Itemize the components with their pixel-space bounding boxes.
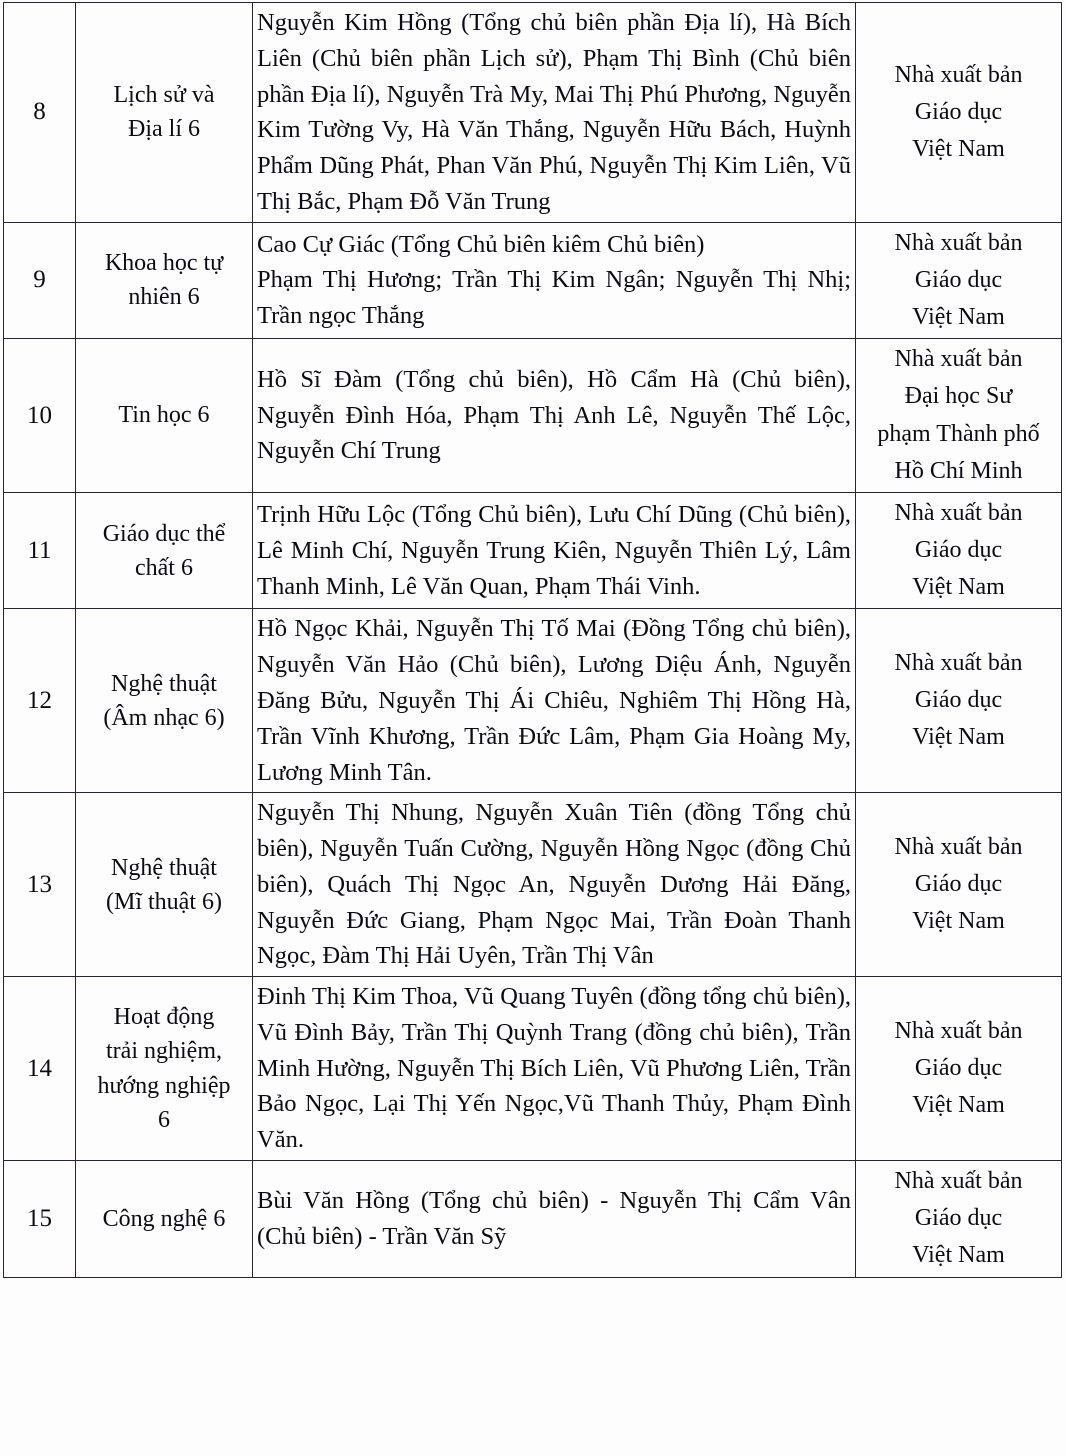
publisher-name bbox=[856, 492, 1062, 609]
publisher-line: Hồ Chí Minh bbox=[894, 457, 1023, 484]
publisher-line: Nhà xuất bản bbox=[894, 833, 1023, 860]
author-list: Nguyễn Kim Hồng (Tổng chủ biên phần Địa lí), Hà Bích Liên (Chủ biên phần Lịch sử), Phạm Thị Bình (Chủ biên phần Địa lí), Nguyễn Trà My, Mai Thị Phú Phương, Nguyễn Kim Tường Vy, Hà Văn Thắng, Nguyễn Hữu Bách, Huỳnh Phẩm Dũng Phát, Phan Văn Phú, Nguyễn Thị Kim Liên, Vũ Thị Bắc, Phạm Đỗ Văn Trung bbox=[253, 3, 856, 223]
publisher-line: Nhà xuất bản bbox=[894, 1017, 1023, 1044]
subject-name bbox=[76, 793, 253, 977]
publisher-line: Giáo dục bbox=[914, 266, 1003, 293]
table-row bbox=[4, 977, 1062, 1161]
table-row bbox=[4, 793, 1062, 977]
author-list: Bùi Văn Hồng (Tổng chủ biên) - Nguyễn Thị Cẩm Vân (Chủ biên) - Trần Văn Sỹ bbox=[253, 1160, 856, 1277]
table-row bbox=[4, 339, 1062, 493]
row-number: 13 bbox=[4, 793, 76, 977]
subject-line: nhiên 6 bbox=[128, 284, 200, 311]
author-line: Phạm Thị Hương; Trần Thị Kim Ngân; Nguyễn Thị Nhị; Trần ngọc Thắng bbox=[257, 266, 851, 330]
table-row bbox=[4, 3, 1062, 223]
table-row bbox=[4, 609, 1062, 793]
author-list bbox=[253, 222, 856, 339]
publisher-line: Nhà xuất bản bbox=[894, 1167, 1023, 1194]
publisher-line: Việt Nam bbox=[912, 1092, 1005, 1119]
row-number: 14 bbox=[4, 977, 76, 1161]
publisher-name bbox=[856, 339, 1062, 493]
publisher-line: Việt Nam bbox=[912, 908, 1005, 935]
publisher-line: Việt Nam bbox=[912, 303, 1005, 330]
publisher-name bbox=[856, 1160, 1062, 1277]
table-row bbox=[4, 492, 1062, 609]
subject-line: (Mĩ thuật 6) bbox=[106, 888, 222, 915]
publisher-line: Đại học Sư bbox=[904, 383, 1013, 410]
publisher-name bbox=[856, 222, 1062, 339]
subject-line: Địa lí 6 bbox=[128, 116, 200, 143]
subject-line: trải nghiệm, bbox=[106, 1038, 222, 1065]
row-number: 8 bbox=[4, 3, 76, 223]
subject-name bbox=[76, 222, 253, 339]
publisher-line: Việt Nam bbox=[912, 1242, 1005, 1269]
subject-line: Nghệ thuật bbox=[111, 670, 217, 697]
row-number: 10 bbox=[4, 339, 76, 493]
subject-line: Khoa học tự bbox=[104, 250, 224, 277]
publisher-line: Giáo dục bbox=[914, 687, 1003, 714]
publisher-name bbox=[856, 793, 1062, 977]
publisher-line: Việt Nam bbox=[912, 724, 1005, 751]
publisher-line: Nhà xuất bản bbox=[894, 346, 1023, 373]
subject-line: Giáo dục thể bbox=[102, 520, 226, 547]
publisher-line: Giáo dục bbox=[914, 98, 1003, 125]
row-number: 9 bbox=[4, 222, 76, 339]
publisher-line: Nhà xuất bản bbox=[894, 650, 1023, 677]
author-list: Đinh Thị Kim Thoa, Vũ Quang Tuyên (đồng tổng chủ biên), Vũ Đình Bảy, Trần Thị Quỳnh Trang (đồng chủ biên), Trần Minh Hường, Nguyễn Thị Bích Liên, Vũ Phương Liên, Trần Bảo Ngọc, Lại Thị Yến Ngọc,Vũ Thanh Thủy, Phạm Đình Văn. bbox=[253, 977, 856, 1161]
subject-line: chất 6 bbox=[135, 554, 193, 581]
publisher-line: Giáo dục bbox=[914, 1054, 1003, 1081]
subject-name bbox=[76, 339, 253, 493]
subject-name bbox=[76, 3, 253, 223]
subject-line: (Âm nhạc 6) bbox=[103, 704, 225, 731]
author-list: Nguyễn Thị Nhung, Nguyễn Xuân Tiên (đồng Tổng chủ biên), Nguyễn Tuấn Cường, Nguyễn Hồng Ngọc (đồng Chủ biên), Quách Thị Ngọc An, Nguyễn Dương Hải Đăng, Nguyễn Đức Giang, Phạm Ngọc Mai, Trần Đoàn Thanh Ngọc, Đàm Thị Hải Uyên, Trần Thị Vân bbox=[253, 793, 856, 977]
subject-line: Công nghệ 6 bbox=[102, 1205, 226, 1232]
publisher-line: Giáo dục bbox=[914, 537, 1003, 564]
subject-line: Nghệ thuật bbox=[111, 854, 217, 881]
publisher-line: Nhà xuất bản bbox=[894, 229, 1023, 256]
subject-name bbox=[76, 609, 253, 793]
subject-line: 6 bbox=[158, 1106, 170, 1133]
subject-name bbox=[76, 977, 253, 1161]
publisher-name bbox=[856, 609, 1062, 793]
author-line: Cao Cự Giác (Tổng Chủ biên kiêm Chủ biên) bbox=[257, 230, 705, 258]
author-list: Trịnh Hữu Lộc (Tổng Chủ biên), Lưu Chí Dũng (Chủ biên), Lê Minh Chí, Nguyễn Trung Kiên, Nguyễn Thiên Lý, Lâm Thanh Minh, Lê Văn Quan, Phạm Thái Vinh. bbox=[253, 492, 856, 609]
subject-line: Tin học 6 bbox=[118, 402, 210, 429]
publisher-line: Việt Nam bbox=[912, 574, 1005, 601]
subject-line: Hoạt động bbox=[113, 1004, 215, 1031]
publisher-name bbox=[856, 977, 1062, 1161]
publisher-line: phạm Thành phố bbox=[877, 420, 1040, 447]
author-list: Hồ Ngọc Khải, Nguyễn Thị Tố Mai (Đồng Tổng chủ biên), Nguyễn Văn Hảo (Chủ biên), Lương Diệu Ánh, Nguyễn Đăng Bửu, Nguyễn Thị Ái Chiêu, Nghiêm Thị Hồng Hà, Trần Vĩnh Khương, Trần Đức Lâm, Phạm Gia Hoàng My, Lương Minh Tân. bbox=[253, 609, 856, 793]
author-list: Hồ Sĩ Đàm (Tổng chủ biên), Hồ Cẩm Hà (Chủ biên), Nguyễn Đình Hóa, Phạm Thị Anh Lê, Nguyễn Thế Lộc, Nguyễn Chí Trung bbox=[253, 339, 856, 493]
subject-line: hướng nghiệp bbox=[97, 1072, 231, 1099]
publisher-line: Nhà xuất bản bbox=[894, 61, 1023, 88]
publisher-line: Giáo dục bbox=[914, 1205, 1003, 1232]
table-row bbox=[4, 222, 1062, 339]
publisher-name bbox=[856, 3, 1062, 223]
textbook-list-table bbox=[3, 2, 1062, 1278]
subject-name bbox=[76, 492, 253, 609]
row-number: 15 bbox=[4, 1160, 76, 1277]
table-body bbox=[4, 3, 1062, 1278]
subject-line: Lịch sử và bbox=[113, 82, 215, 109]
row-number: 11 bbox=[4, 492, 76, 609]
publisher-line: Nhà xuất bản bbox=[894, 499, 1023, 526]
publisher-line: Việt Nam bbox=[912, 135, 1005, 162]
table-row bbox=[4, 1160, 1062, 1277]
row-number: 12 bbox=[4, 609, 76, 793]
subject-name bbox=[76, 1160, 253, 1277]
publisher-line: Giáo dục bbox=[914, 871, 1003, 898]
